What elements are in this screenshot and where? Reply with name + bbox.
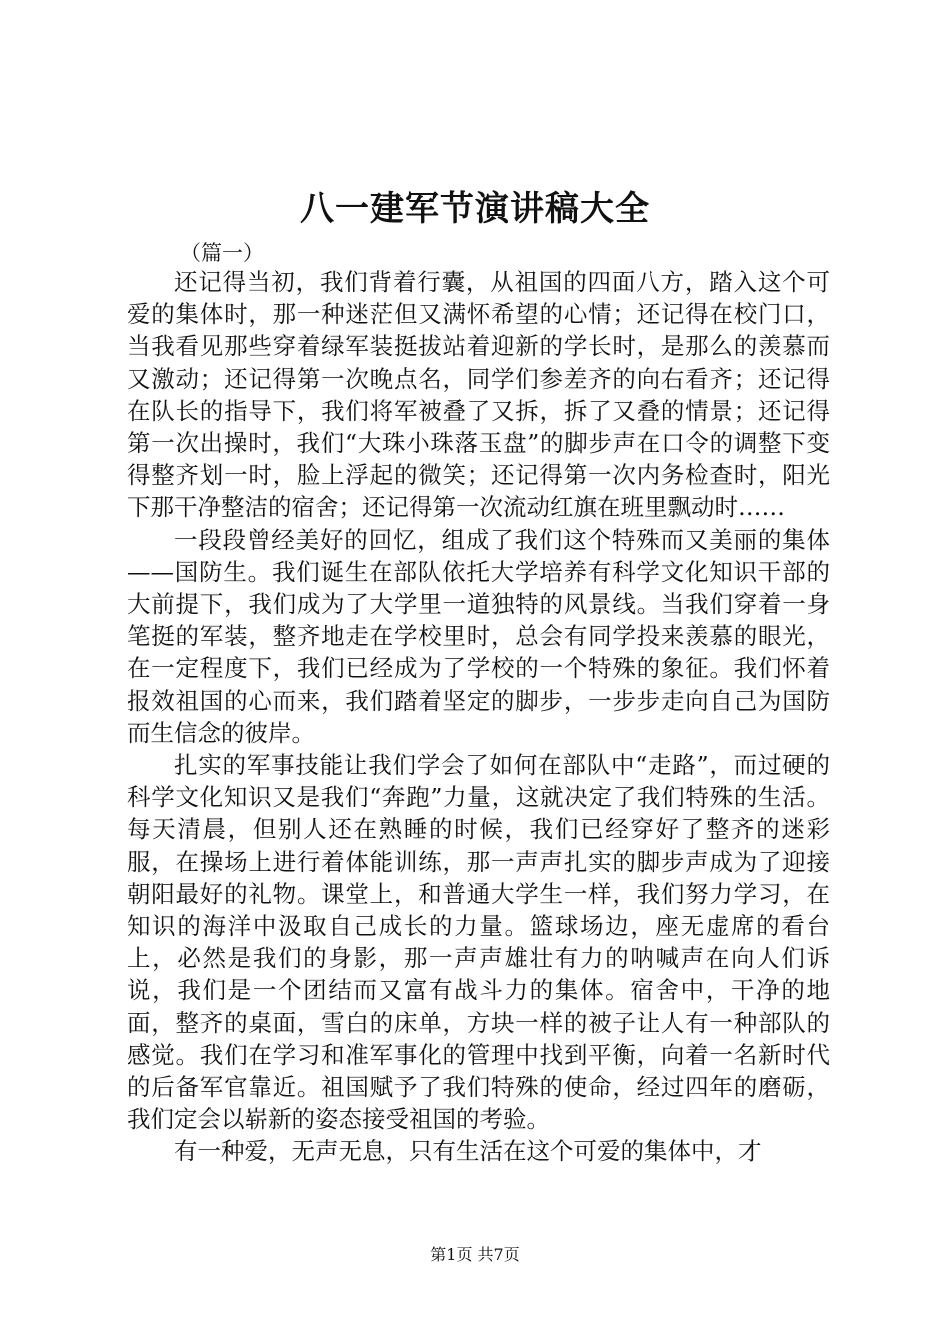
page-footer: 第1页 共7页 bbox=[430, 1245, 520, 1264]
document-title: 八一建军节演讲稿大全 bbox=[300, 189, 650, 229]
paragraph: 还记得当初，我们背着行囊，从祖国的四面八方，踏入这个可爱的集体时，那一种迷茫但又满怀希望的心情；还记得在校门口，当我看见那些穿着绿军装挺拔站着迎新的学长时，是那么的羡慕而又激动；还记得第一次晚点名，同学们参差齐的向右看齐；还记得在队长的指导下，我们将军被叠了又拆，拆了又叠的情景；还记得第一次出操时，我们“大珠小珠落玉盘”的脚步声在口令的调整下变得整齐划一时，脸上浮起的微笑；还记得第一次内务检查时，阳光下那干净整洁的宿舍；还记得第一次流动红旗在班里飘动时…… bbox=[127, 268, 830, 522]
paragraph: 有一种爱，无声无息，只有生活在这个可爱的集体中，才 bbox=[174, 1137, 762, 1166]
document-body bbox=[127, 266, 830, 1168]
paragraph: 扎实的军事技能让我们学会了如何在部队中“走路”，而过硬的科学文化知识又是我们“奔跑”力量，这就决定了我们特殊的生活。每天清晨，但别人还在熟睡的时候，我们已经穿好了整齐的迷彩服，在操场上进行着体能训练，那一声声扎实的脚步声成为了迎接朝阳最好的礼物。课堂上，和普通大学生一样，我们努力学习，在知识的海洋中汲取自己成长的力量。篮球场边，座无虚席的看台上，必然是我们的身影，那一声声雄壮有力的呐喊声在向人们诉说，我们是一个团结而又富有战斗力的集体。宿舍中，干净的地面，整齐的桌面，雪白的床单，方块一样的被子让人有一种部队的感觉。我们在学习和准军事化的管理中找到平衡，向着一名新时代的后备军官靠近。祖国赋予了我们特殊的使命，经过四年的磨砺，我们定会以崭新的姿态接受祖国的考验。 bbox=[127, 751, 830, 1134]
paragraph: 一段段曾经美好的回忆，组成了我们这个特殊而又美丽的集体——国防生。我们诞生在部队依托大学培养有科学文化知识干部的大前提下，我们成为了大学里一道独特的风景线。当我们穿着一身笔挺的军装，整齐地走在学校里时，总会有同学投来羡慕的眼光，在一定程度下，我们已经成为了学校的一个特殊的象征。我们怀着报效祖国的心而来，我们踏着坚定的脚步，一步步走向自己为国防而生信念的彼岸。 bbox=[127, 525, 830, 747]
section-label: （篇一） bbox=[180, 241, 264, 265]
